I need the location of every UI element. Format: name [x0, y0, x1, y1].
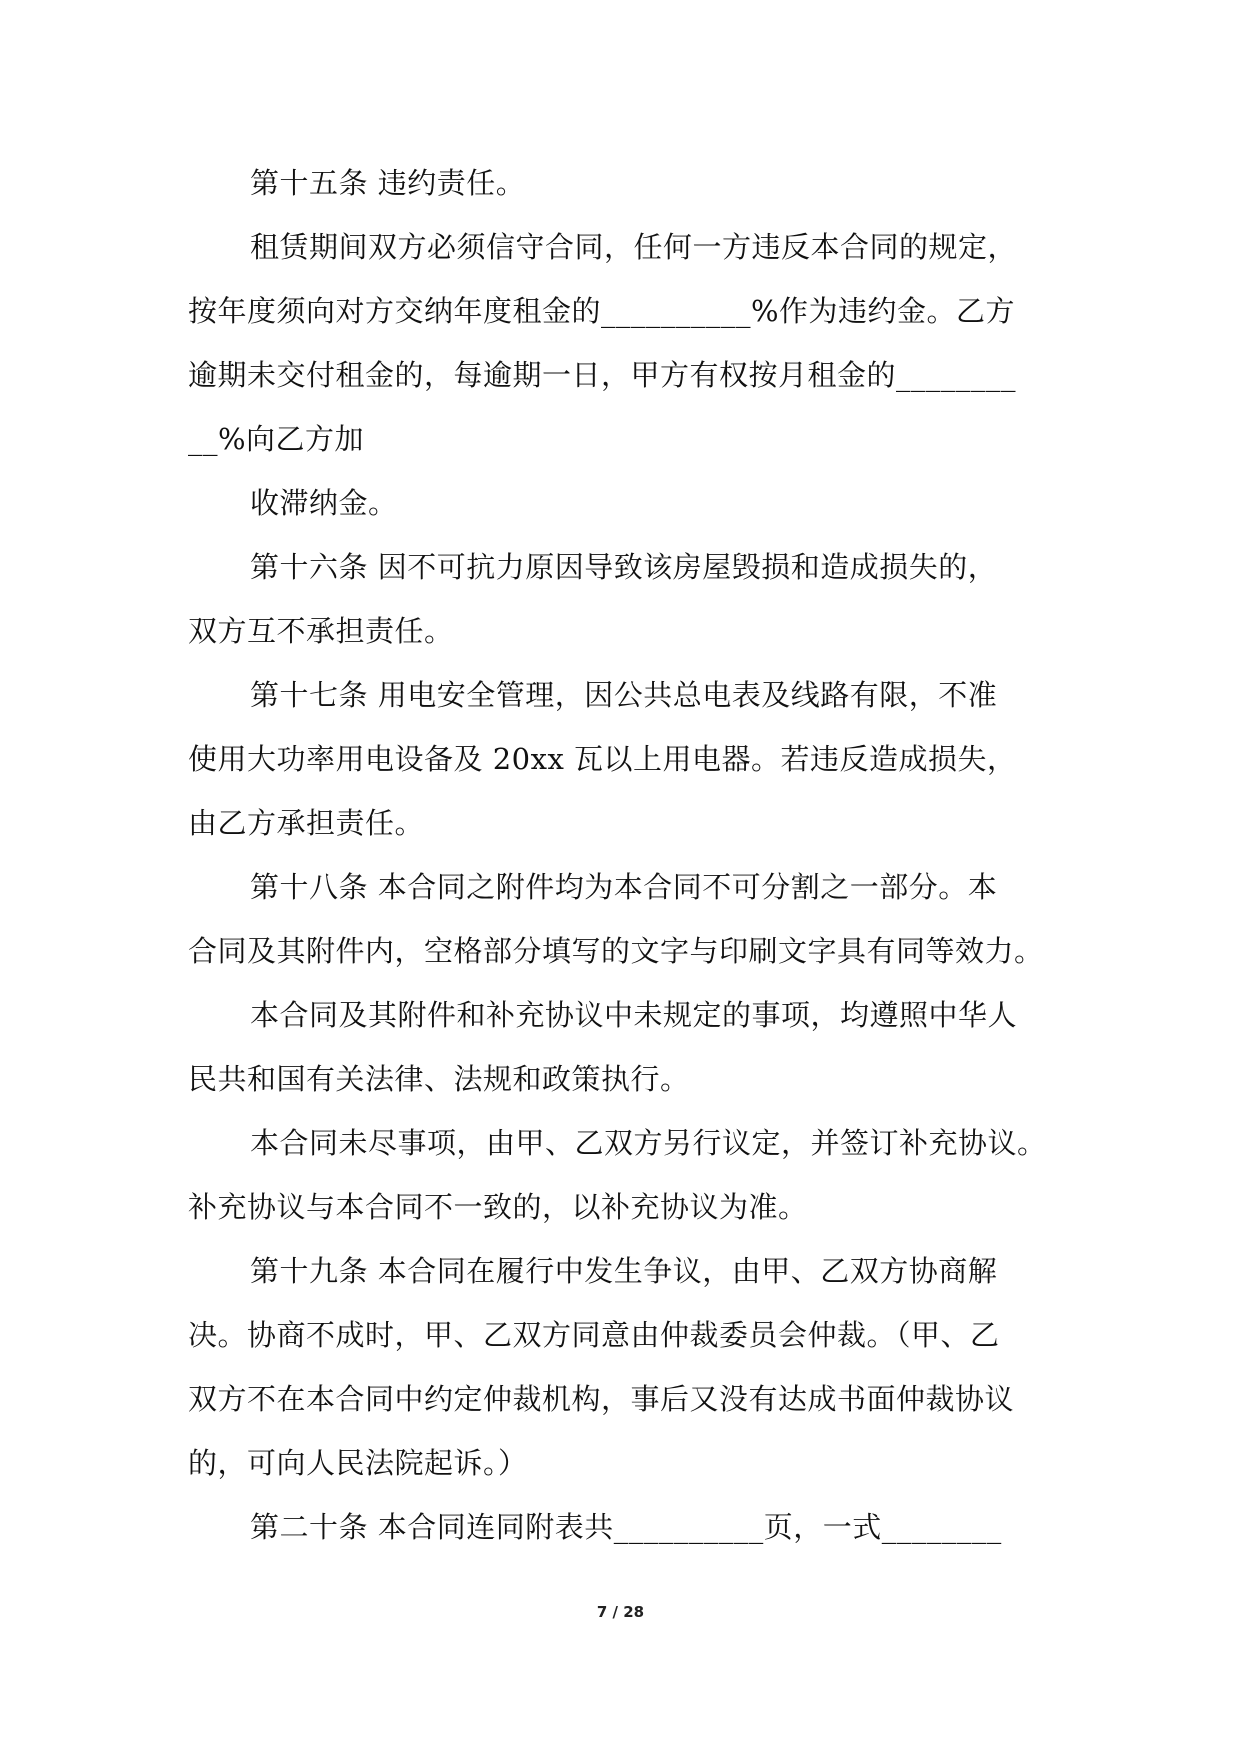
text-line: 补充协议与本合同不一致的，以补充协议为准。: [188, 1190, 808, 1224]
text-line: 使用大功率用电设备及 20xx 瓦以上用电器。若违反造成损失，: [188, 742, 1017, 776]
text-line: 的，可向人民法院起诉。）: [188, 1446, 528, 1480]
text-line: 第十五条 违约责任。: [250, 166, 526, 200]
text-line: 逾期未交付租金的，每逾期一日，甲方有权按月租金的________: [188, 358, 1017, 392]
text-line: 第十七条 用电安全管理，因公共总电表及线路有限，不准: [250, 678, 998, 712]
text-line: 民共和国有关法律、法规和政策执行。: [188, 1062, 690, 1096]
text-line: 双方互不承担责任。: [188, 614, 454, 648]
text-line: 本合同未尽事项，由甲、乙双方另行议定，并签订补充协议。: [250, 1126, 1047, 1160]
text-line: 第二十条 本合同连同附表共__________页，一式________: [250, 1510, 1002, 1544]
text-line: 第十六条 因不可抗力原因导致该房屋毁损和造成损失的，: [250, 550, 998, 584]
text-line: 第十八条 本合同之附件均为本合同不可分割之一部分。本: [250, 870, 998, 904]
text-line: 决。协商不成时，甲、乙双方同意由仲裁委员会仲裁。（甲、乙: [188, 1318, 1000, 1352]
text-line: 租赁期间双方必须信守合同，任何一方违反本合同的规定，: [250, 230, 1018, 264]
text-line: 第十九条 本合同在履行中发生争议，由甲、乙双方协商解: [250, 1254, 998, 1288]
text-line: __%向乙方加: [188, 422, 365, 456]
text-line: 双方不在本合同中约定仲裁机构，事后又没有达成书面仲裁协议: [188, 1382, 1015, 1416]
page-number: 7 / 28: [596, 1603, 645, 1621]
text-line: 由乙方承担责任。: [188, 806, 425, 840]
text-line: 收滞纳金。: [250, 486, 398, 520]
text-line: 按年度须向对方交纳年度租金的__________%作为违约金。乙方: [188, 294, 1016, 328]
text-line: 本合同及其附件和补充协议中未规定的事项，均遵照中华人: [250, 998, 1018, 1032]
text-line: 合同及其附件内，空格部分填写的文字与印刷文字具有同等效力。: [188, 934, 1044, 968]
